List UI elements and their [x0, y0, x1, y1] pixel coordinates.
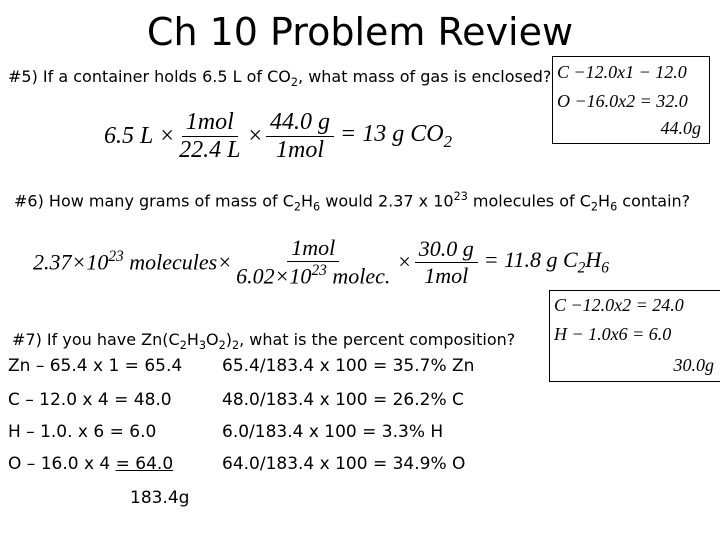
q5-given: 6.5 L × [104, 122, 176, 149]
zn-mass-calc: Zn – 65.4 x 1 = 65.4 [8, 356, 183, 376]
question-7: #7) If you have $Zn(C_2H_3O_2)_2$, what is the percent composition? [12, 330, 516, 353]
o-mass-calc: O – 16.0 x 4 = 64.0 [8, 454, 174, 474]
q6-box-total: 30.0g [673, 355, 714, 375]
c-percent-calc: 48.0/183.4 x 100 = 26.2% C [222, 390, 464, 410]
molar-mass-total: 183.4g [130, 488, 190, 508]
h-mass-calc: H – 1.0. x 6 = 6.0 [8, 422, 157, 442]
q5-box-total: 44.0g [660, 118, 701, 138]
q5-fraction-2: $\frac{44.0 g}{\text{1mol}}$ [266, 109, 334, 164]
q5-box-line-o: O −16.0x2 = 32.0 [557, 91, 688, 111]
h-percent-calc: 6.0/183.4 x 100 = 3.3% H [222, 422, 444, 442]
q6-fraction-2: $\frac{30.0 g}{\text{1mol}}$ [415, 236, 478, 289]
q6-fraction-1: $\frac{\text{1mol}}{6.02\times 10^{23} molec.}$ [236, 234, 391, 289]
q5-box-line-c: C −12.0x1 − 12.0 [557, 62, 687, 82]
question-6: #6) How many grams of mass of $C_2H_6$ would 2.37 x $10^{23}$ molecules of $C_2H_6$ contain? [14, 190, 691, 214]
q6-given: $2.37\times 10^{23}$ molecules× [33, 248, 233, 275]
q6-result: = 11.8 g $C_2H_6$ [483, 246, 609, 277]
o-percent-calc: 64.0/183.4 x 100 = 34.9% O [222, 454, 466, 474]
q5-molar-mass-box [552, 56, 710, 144]
q5-result: = 13 g $CO_2$ [340, 120, 452, 151]
zn-percent-calc: 65.4/183.4 x 100 = 35.7% Zn [222, 356, 475, 376]
q6-equation: $2.37\times 10^{23}$ molecules× $\frac{\text{1mol}}{6.02\times 10^{23} molec.}$ × $\frac{30.0 g}{\text{1mol}}$ = 11.8 g $C_2H_6$ [33, 234, 609, 289]
q6-box-line-h: H − 1.0x6 = 6.0 [554, 324, 672, 344]
q6-box-line-c: C −12.0x2 = 24.0 [554, 295, 684, 315]
c-mass-calc: C – 12.0 x 4 = 48.0 [8, 390, 172, 410]
page-title: Ch 10 Problem Review [146, 10, 574, 54]
question-5: #5) If a container holds 6.5 L of $CO_2$, what mass of gas is enclosed? [8, 67, 552, 90]
q5-equation: 6.5 L × $\frac{\text{1mol}}{22.4 L}$ × $\frac{44.0 g}{\text{1mol}}$ = 13 g $CO_2$ [104, 108, 452, 163]
q6-molar-mass-box [549, 290, 720, 382]
q5-fraction-1: $\frac{\text{1mol}}{22.4 L}$ [179, 108, 241, 163]
